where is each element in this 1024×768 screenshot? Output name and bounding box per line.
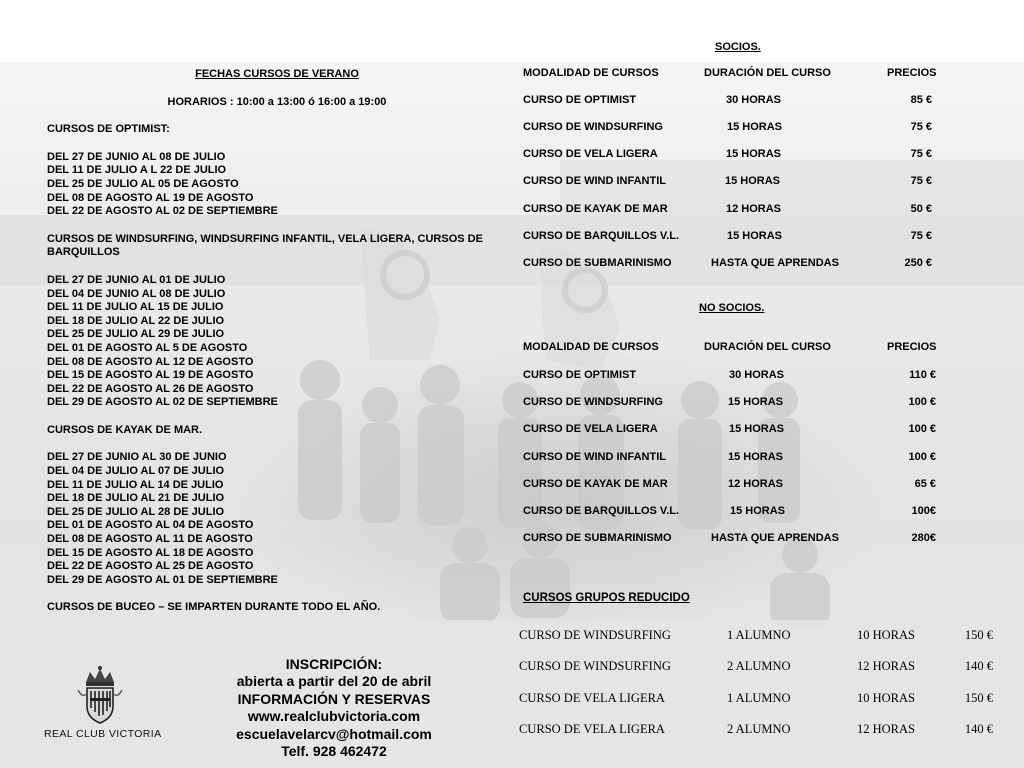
header-duracion: DURACIÓN DEL CURSO — [704, 67, 831, 79]
logo-text: REAL CLUB VICTORIA — [44, 728, 162, 740]
date-line: DEL 01 DE AGOSTO AL 5 DE AGOSTO — [47, 341, 248, 354]
hours-cell: 10 HORAS — [857, 628, 915, 642]
table-row — [0, 203, 1024, 217]
duration-cell: 15 HORAS — [728, 396, 784, 408]
email-link[interactable]: escuelavelarcv@hotmail.com — [236, 725, 432, 742]
date-line: DEL 22 DE AGOSTO AL 26 DE AGOSTO — [47, 382, 254, 395]
horarios-line: HORARIOS : 10:00 a 13:00 ó 16:00 a 19:00 — [167, 95, 387, 108]
price-cell: 150 € — [964, 691, 993, 705]
table-row — [0, 148, 1024, 162]
course-cell: CURSO DE VELA LIGERA — [523, 423, 658, 435]
course-cell: CURSO DE BARQUILLOS V.L. — [523, 505, 680, 517]
course-cell: CURSO DE VELA LIGERA — [519, 691, 665, 705]
header-precios: PRECIOS — [887, 67, 937, 79]
course-cell: CURSO DE VELA LIGERA — [523, 148, 658, 160]
table-row — [0, 257, 1024, 271]
phone-number: Telf. 928 462472 — [281, 743, 387, 760]
date-line: DEL 11 DE JULIO A L 22 DE JULIO — [47, 164, 227, 177]
duration-cell: 15 HORAS — [727, 230, 783, 242]
price-cell: 50 € — [910, 203, 932, 215]
course-cell: CURSO DE WINDSURFING — [519, 659, 671, 673]
price-cell: 250 € — [904, 257, 932, 269]
buceo-note: CURSOS DE BUCEO – SE IMPARTEN DURANTE TODO EL AÑO. — [47, 601, 381, 614]
kayak-heading: CURSOS DE KAYAK DE MAR. — [47, 423, 203, 436]
price-cell: 75 € — [910, 175, 932, 187]
hours-cell: 10 HORAS — [857, 691, 915, 705]
course-cell: CURSO DE SUBMARINISMO — [523, 257, 672, 269]
course-cell: CURSO DE WINDSURFING — [523, 396, 663, 408]
info-reservas: INFORMACIÓN Y RESERVAS — [237, 690, 431, 707]
dates-title: FECHAS CURSOS DE VERANO — [195, 68, 359, 80]
course-cell: CURSO DE OPTIMIST — [523, 94, 637, 106]
socios-title: SOCIOS. — [715, 41, 761, 53]
price-cell: 65 € — [914, 478, 936, 490]
table-row — [0, 230, 1024, 244]
date-line: DEL 22 DE AGOSTO AL 02 DE SEPTIEMBRE — [47, 205, 278, 218]
inscripcion-title: INSCRIPCIÓN: — [285, 656, 383, 672]
price-cell: 280€ — [911, 532, 936, 544]
table-row — [0, 478, 1024, 492]
header-duracion: DURACIÓN DEL CURSO — [704, 341, 831, 353]
price-cell: 100 € — [908, 396, 936, 408]
date-line: DEL 08 DE AGOSTO AL 11 DE AGOSTO — [47, 533, 253, 546]
date-line: DEL 01 DE AGOSTO AL 04 DE AGOSTO — [47, 519, 254, 532]
date-line: DEL 22 DE AGOSTO AL 25 DE AGOSTO — [47, 560, 254, 573]
course-cell: CURSO DE WINDSURFING — [519, 628, 671, 642]
duration-cell: HASTA QUE APRENDAS — [711, 257, 839, 269]
hours-cell: 12 HORAS — [857, 722, 915, 736]
price-cell: 110 € — [909, 369, 936, 381]
duration-cell: 12 HORAS — [726, 203, 782, 215]
duration-cell: 30 HORAS — [726, 94, 782, 106]
students-cell: 1 ALUMNO — [727, 691, 791, 705]
hours-cell: 12 HORAS — [857, 659, 915, 673]
date-line: DEL 29 DE AGOSTO AL 02 DE SEPTIEMBRE — [47, 396, 278, 409]
date-line: DEL 11 DE JULIO AL 14 DE JULIO — [47, 478, 224, 491]
windsurf-heading-line1: CURSOS DE WINDSURFING, WINDSURFING INFANTIL, VELA LIGERA, CURSOS DE — [47, 232, 483, 245]
course-cell: CURSO DE BARQUILLOS V.L. — [523, 230, 680, 242]
duration-cell: 15 HORAS — [725, 175, 781, 187]
table-row — [0, 369, 1024, 383]
header-modalidad: MODALIDAD DE CURSOS — [523, 341, 659, 353]
inscripcion-block — [214, 656, 454, 760]
table-row — [0, 94, 1024, 108]
date-line: DEL 18 DE JULIO AL 21 DE JULIO — [47, 492, 225, 505]
price-cell: 85 € — [910, 94, 932, 106]
table-row — [0, 505, 1024, 519]
price-cell: 100€ — [911, 505, 936, 517]
date-line: DEL 25 DE JULIO AL 05 DE AGOSTO — [47, 177, 239, 190]
website-link[interactable]: www.realclubvictoria.com — [247, 708, 421, 725]
date-line: DEL 25 DE JULIO AL 28 DE JULIO — [47, 505, 225, 518]
date-line: DEL 27 DE JUNIO AL 30 DE JUNIO — [47, 451, 227, 464]
crest-icon — [30, 660, 170, 726]
course-cell: CURSO DE OPTIMIST — [523, 369, 637, 381]
course-cell: CURSO DE VELA LIGERA — [519, 722, 665, 736]
course-cell: CURSO DE WIND INFANTIL — [523, 175, 666, 187]
duration-cell: 12 HORAS — [728, 478, 784, 490]
date-line: DEL 27 DE JUNIO AL 08 DE JULIO — [47, 150, 226, 163]
course-cell: CURSO DE WIND INFANTIL — [523, 451, 666, 463]
table-row — [0, 451, 1024, 465]
table-row — [0, 423, 1024, 437]
duration-cell: 15 HORAS — [726, 148, 782, 160]
header-precios: PRECIOS — [887, 341, 937, 353]
duration-cell: 30 HORAS — [729, 369, 785, 381]
price-cell: 75 € — [910, 148, 932, 160]
inscripcion-date: abierta a partir del 20 de abril — [236, 673, 432, 690]
header-modalidad: MODALIDAD DE CURSOS — [523, 67, 659, 79]
date-line: DEL 29 DE AGOSTO AL 01 DE SEPTIEMBRE — [47, 573, 278, 586]
students-cell: 2 ALUMNO — [727, 722, 791, 736]
kayak-dates — [47, 451, 507, 587]
price-cell: 75 € — [910, 121, 932, 133]
course-cell: CURSO DE KAYAK DE MAR — [523, 203, 668, 215]
windsurf-heading-line2: BARQUILLOS — [47, 246, 120, 259]
date-line: DEL 08 DE AGOSTO AL 12 DE AGOSTO — [47, 355, 254, 368]
date-line: DEL 04 DE JUNIO AL 08 DE JULIO — [47, 287, 226, 300]
date-line: DEL 11 DE JULIO AL 15 DE JULIO — [47, 301, 224, 314]
students-cell: 1 ALUMNO — [727, 628, 791, 642]
course-cell: CURSO DE SUBMARINISMO — [523, 532, 672, 544]
date-line: DEL 18 DE JULIO AL 22 DE JULIO — [47, 314, 225, 327]
price-cell: 150 € — [964, 628, 993, 642]
date-line: DEL 04 DE JULIO AL 07 DE JULIO — [47, 465, 225, 478]
optimist-heading: CURSOS DE OPTIMIST: — [47, 123, 170, 136]
price-cell: 100 € — [908, 451, 936, 463]
duration-cell: 15 HORAS — [728, 451, 784, 463]
date-line: DEL 27 DE JUNIO AL 01 DE JULIO — [47, 273, 226, 286]
course-cell: CURSO DE WINDSURFING — [523, 121, 663, 133]
date-line: DEL 15 DE AGOSTO AL 19 DE AGOSTO — [47, 369, 254, 382]
duration-cell: 15 HORAS — [729, 423, 785, 435]
price-cell: 75 € — [910, 230, 932, 242]
date-line: DEL 08 DE AGOSTO AL 19 DE AGOSTO — [47, 191, 254, 204]
grupos-title: CURSOS GRUPOS REDUCIDO — [523, 592, 690, 604]
course-cell: CURSO DE KAYAK DE MAR — [523, 478, 668, 490]
socios-header-row — [0, 67, 1024, 81]
date-line: DEL 15 DE AGOSTO AL 18 DE AGOSTO — [47, 546, 254, 559]
table-row — [0, 121, 1024, 135]
duration-cell: HASTA QUE APRENDAS — [711, 532, 839, 544]
no-socios-title: NO SOCIOS. — [699, 302, 765, 314]
students-cell: 2 ALUMNO — [727, 659, 791, 673]
price-cell: 100 € — [908, 423, 936, 435]
duration-cell: 15 HORAS — [727, 121, 783, 133]
price-cell: 140 € — [964, 659, 993, 673]
table-row — [0, 396, 1024, 410]
date-line: DEL 25 DE JULIO AL 29 DE JULIO — [47, 328, 225, 341]
table-row — [0, 175, 1024, 189]
no-socios-header-row — [0, 341, 1024, 355]
table-row — [0, 532, 1024, 546]
price-cell: 140 € — [964, 722, 993, 736]
duration-cell: 15 HORAS — [730, 505, 786, 517]
club-logo — [30, 660, 170, 750]
